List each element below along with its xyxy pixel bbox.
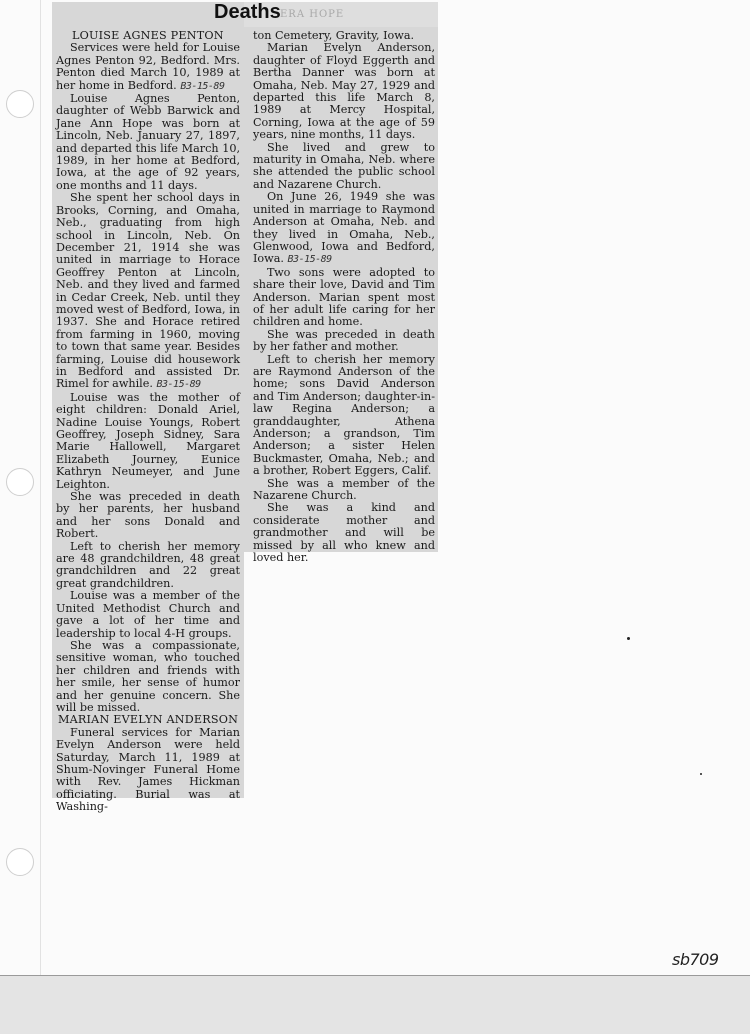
handwritten-date: B3-15-89 bbox=[287, 254, 332, 266]
paragraph: Louise was the mother of eight children: Donald Ariel, Nadine Louise Youngs, Robert Geoffrey, Joseph Sidney, Sara Marie Hallowell, Margaret Elizabeth Journey, Eunice Kathryn Neumeyer, and June Leighton. bbox=[56, 390, 240, 491]
scan-speck bbox=[627, 637, 630, 640]
paragraph: She was a kind and considerate mother and grandmother and will be missed by all who knew and loved her. bbox=[253, 501, 435, 565]
punch-hole-top bbox=[6, 90, 34, 118]
punch-hole-bottom bbox=[6, 848, 34, 876]
scan-bottom-edge bbox=[0, 975, 750, 1034]
paragraph: She was a compassionate, sensitive woman, who touched her children and friends with her smile, her sense of humor and her genuine concern. She will be missed. bbox=[56, 638, 240, 714]
obituary-name-anderson: MARIAN EVELYN ANDERSON bbox=[58, 713, 239, 727]
paragraph: Louise Agnes Penton, daughter of Webb Barwick and Jane Ann Hope was born at Lincoln, Neb. January 27, 1897, and departed this life March 10, 1989, in her home at Bedford, Iowa, at the age of 92 years, one months and 11 days. bbox=[56, 92, 240, 192]
paragraph: She spent her school days in Brooks, Corning, and Omaha, Neb., graduating from high school in Lincoln, Neb. On December 21, 1914 she was united in marriage to Horace Geoffrey Penton at Lincoln, Neb. and they lived and farmed in Cedar Creek, Neb. until they moved west of Bedford, Iowa, in 1937. She and Horace retired from farming in 1960, moving to town that same year. Besides farming, Louise did housework in Bedford and assisted Dr. Rimel for awhile. B3-15-89 bbox=[56, 191, 240, 391]
handwritten-date: B3-15-89 bbox=[156, 379, 201, 391]
paragraph: She was a member of the Nazarene Church. bbox=[253, 476, 435, 503]
binder-margin-line bbox=[40, 0, 41, 975]
paragraph: She was preceded in death by her parents, her husband and her sons Donald and Robert. bbox=[56, 490, 240, 541]
paragraph: Funeral services for Marian Evelyn Anderson were held Saturday, March 11, 1989 at Shum-Novinger Funeral Home with Rev. James Hickman officiating. Burial was at Washing- bbox=[56, 725, 240, 814]
handwritten-date: B3-15-89 bbox=[180, 80, 225, 92]
paragraph: Left to cherish her memory are Raymond Anderson of the home; sons David Anderson and Tim Anderson; daughter-in-law Regina Anderson; a granddaughter, Athena Anderson; a grandson, Tim Anderson; a sister Helen Buckmaster, Omaha, Neb.; and a brother, Robert Eggers, Calif. bbox=[253, 352, 435, 478]
paragraph: On June 26, 1949 she was united in marriage to Raymond Anderson at Omaha, Neb. and they lived in Omaha, Neb., Glenwood, Iowa and Bedford, Iowa. B3-15-89 bbox=[253, 190, 435, 266]
obituary-column-right bbox=[253, 30, 435, 564]
paragraph: She lived and grew to maturity in Omaha, Neb. where she attended the public school and Nazarene Church. bbox=[253, 140, 435, 191]
bleed-through-text: ERA HOPE bbox=[280, 9, 345, 20]
obituary-name-penton: LOUISE AGNES PENTON bbox=[72, 29, 224, 42]
paragraph: Louise was a member of the United Methodist Church and gave a lot of her time and leadership to local 4-H groups. bbox=[56, 589, 240, 640]
paragraph: ton Cemetery, Gravity, Iowa. bbox=[253, 29, 415, 42]
handwritten-signature: sb709 bbox=[672, 950, 719, 969]
paragraph: Marian Evelyn Anderson, daughter of Floyd Eggerth and Bertha Danner was born at Omaha, Neb. May 27, 1929 and departed this life March 8, 1989 at Mercy Hospital, Corning, Iowa at the age of 59 years, nine months, 11 days. bbox=[253, 41, 435, 142]
section-heading: Deaths bbox=[214, 1, 281, 23]
paragraph: She was preceded in death by her father and mother. bbox=[253, 327, 435, 354]
punch-hole-middle bbox=[6, 468, 34, 496]
paragraph: Services were held for Louise Agnes Penton 92, Bedford. Mrs. Penton died March 10, 1989 at her home in Bedford. B3-15-89 bbox=[56, 41, 240, 92]
paragraph: Two sons were adopted to share their love, David and Tim Anderson. Marian spent most of her adult life caring for her children and home. bbox=[253, 265, 435, 329]
scan-speck bbox=[700, 773, 702, 775]
obituary-column-left bbox=[56, 30, 240, 814]
paragraph: Left to cherish her memory are 48 grandchildren, 48 great grandchildren and 22 great great grandchildren. bbox=[56, 539, 240, 590]
